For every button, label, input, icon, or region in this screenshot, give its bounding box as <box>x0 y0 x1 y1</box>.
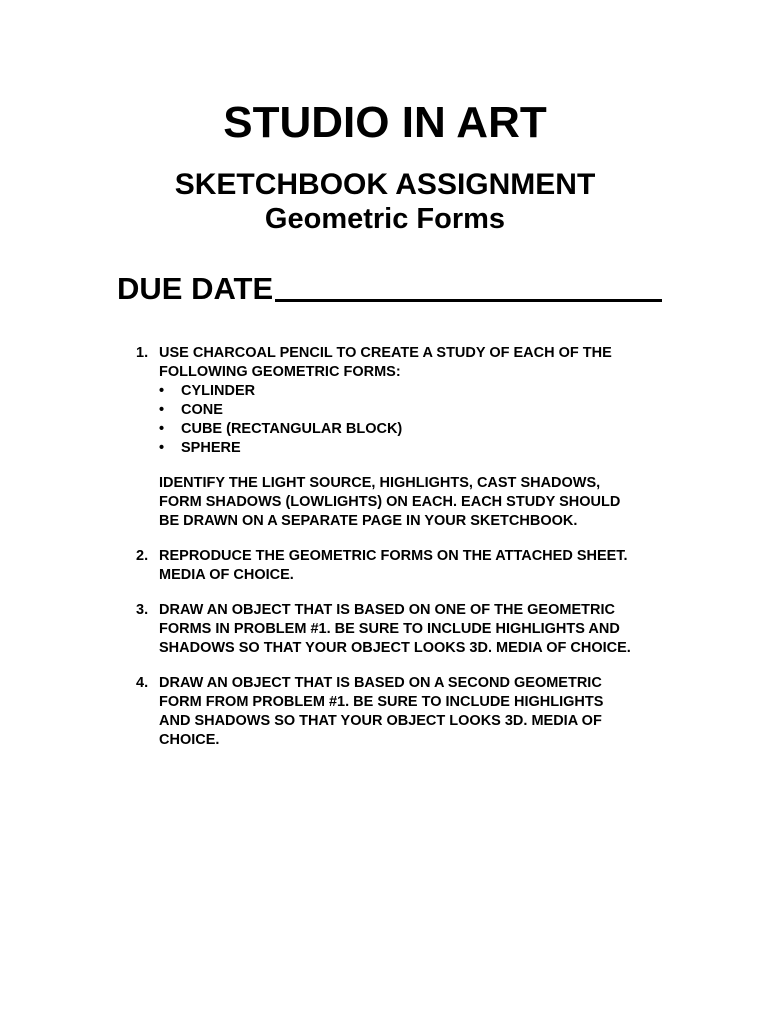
form-name: SPHERE <box>181 440 241 456</box>
due-date-blank-line <box>275 299 662 302</box>
instruction-line: FORM FROM PROBLEM #1. BE SURE TO INCLUDE HIGHLIGHTS <box>159 694 604 710</box>
due-date-label: DUE DATE <box>117 271 274 306</box>
list-item <box>159 420 696 439</box>
list-item <box>159 401 696 420</box>
bullet-icon: • <box>159 383 165 399</box>
list-item <box>159 382 696 401</box>
instruction-line: MEDIA OF CHOICE. <box>159 567 294 583</box>
form-name: CONE <box>181 402 223 418</box>
instruction-line: FORMS IN PROBLEM #1. BE SURE TO INCLUDE HIGHLIGHTS AND <box>159 621 620 637</box>
page-title: STUDIO IN ART <box>223 98 547 147</box>
instruction-line: FOLLOWING GEOMETRIC FORMS: <box>159 364 401 380</box>
list-item <box>159 439 696 458</box>
instruction-body <box>159 674 696 750</box>
instruction-item-4 <box>136 674 696 750</box>
bullet-icon: • <box>159 440 165 456</box>
bullet-icon: • <box>159 402 165 418</box>
instruction-item-2 <box>136 547 696 585</box>
form-name: CYLINDER <box>181 383 256 399</box>
assignment-topic: Geometric Forms <box>264 203 506 235</box>
instruction-line: DRAW AN OBJECT THAT IS BASED ON ONE OF THE GEOMETRIC <box>159 602 615 618</box>
bullet-icon: • <box>159 421 165 437</box>
instruction-line: SHADOWS SO THAT YOUR OBJECT LOOKS 3D. MEDIA OF CHOICE. <box>159 640 631 656</box>
instruction-line: DRAW AN OBJECT THAT IS BASED ON A SECOND GEOMETRIC <box>159 675 602 691</box>
instruction-number: 3. <box>136 602 149 618</box>
instruction-item-1 <box>136 344 696 531</box>
instruction-line: REPRODUCE THE GEOMETRIC FORMS ON THE ATTACHED SHEET. <box>159 548 628 564</box>
instruction-item-3 <box>136 601 696 658</box>
instruction-number: 4. <box>136 675 149 691</box>
instruction-body <box>159 601 696 658</box>
instruction-line: CHOICE. <box>159 732 220 748</box>
instruction-line: FORM SHADOWS (LOWLIGHTS) ON EACH. EACH STUDY SHOULD <box>159 494 621 510</box>
instruction-paragraph <box>159 474 696 531</box>
instruction-line: USE CHARCOAL PENCIL TO CREATE A STUDY OF EACH OF THE <box>159 345 612 361</box>
instruction-number: 1. <box>136 345 149 361</box>
instruction-line: AND SHADOWS SO THAT YOUR OBJECT LOOKS 3D. MEDIA OF <box>159 713 602 729</box>
instruction-line: IDENTIFY THE LIGHT SOURCE, HIGHLIGHTS, CAST SHADOWS, <box>159 475 601 491</box>
geometric-forms-list <box>159 382 696 458</box>
due-date-field <box>117 268 662 310</box>
assignment-heading: SKETCHBOOK ASSIGNMENT <box>174 168 596 201</box>
instruction-number: 2. <box>136 548 149 564</box>
instruction-body <box>159 547 696 585</box>
instruction-body <box>159 344 696 531</box>
instruction-line: BE DRAWN ON A SEPARATE PAGE IN YOUR SKETCHBOOK. <box>159 513 578 529</box>
instructions-list <box>136 344 696 766</box>
form-name: CUBE (RECTANGULAR BLOCK) <box>181 421 403 437</box>
